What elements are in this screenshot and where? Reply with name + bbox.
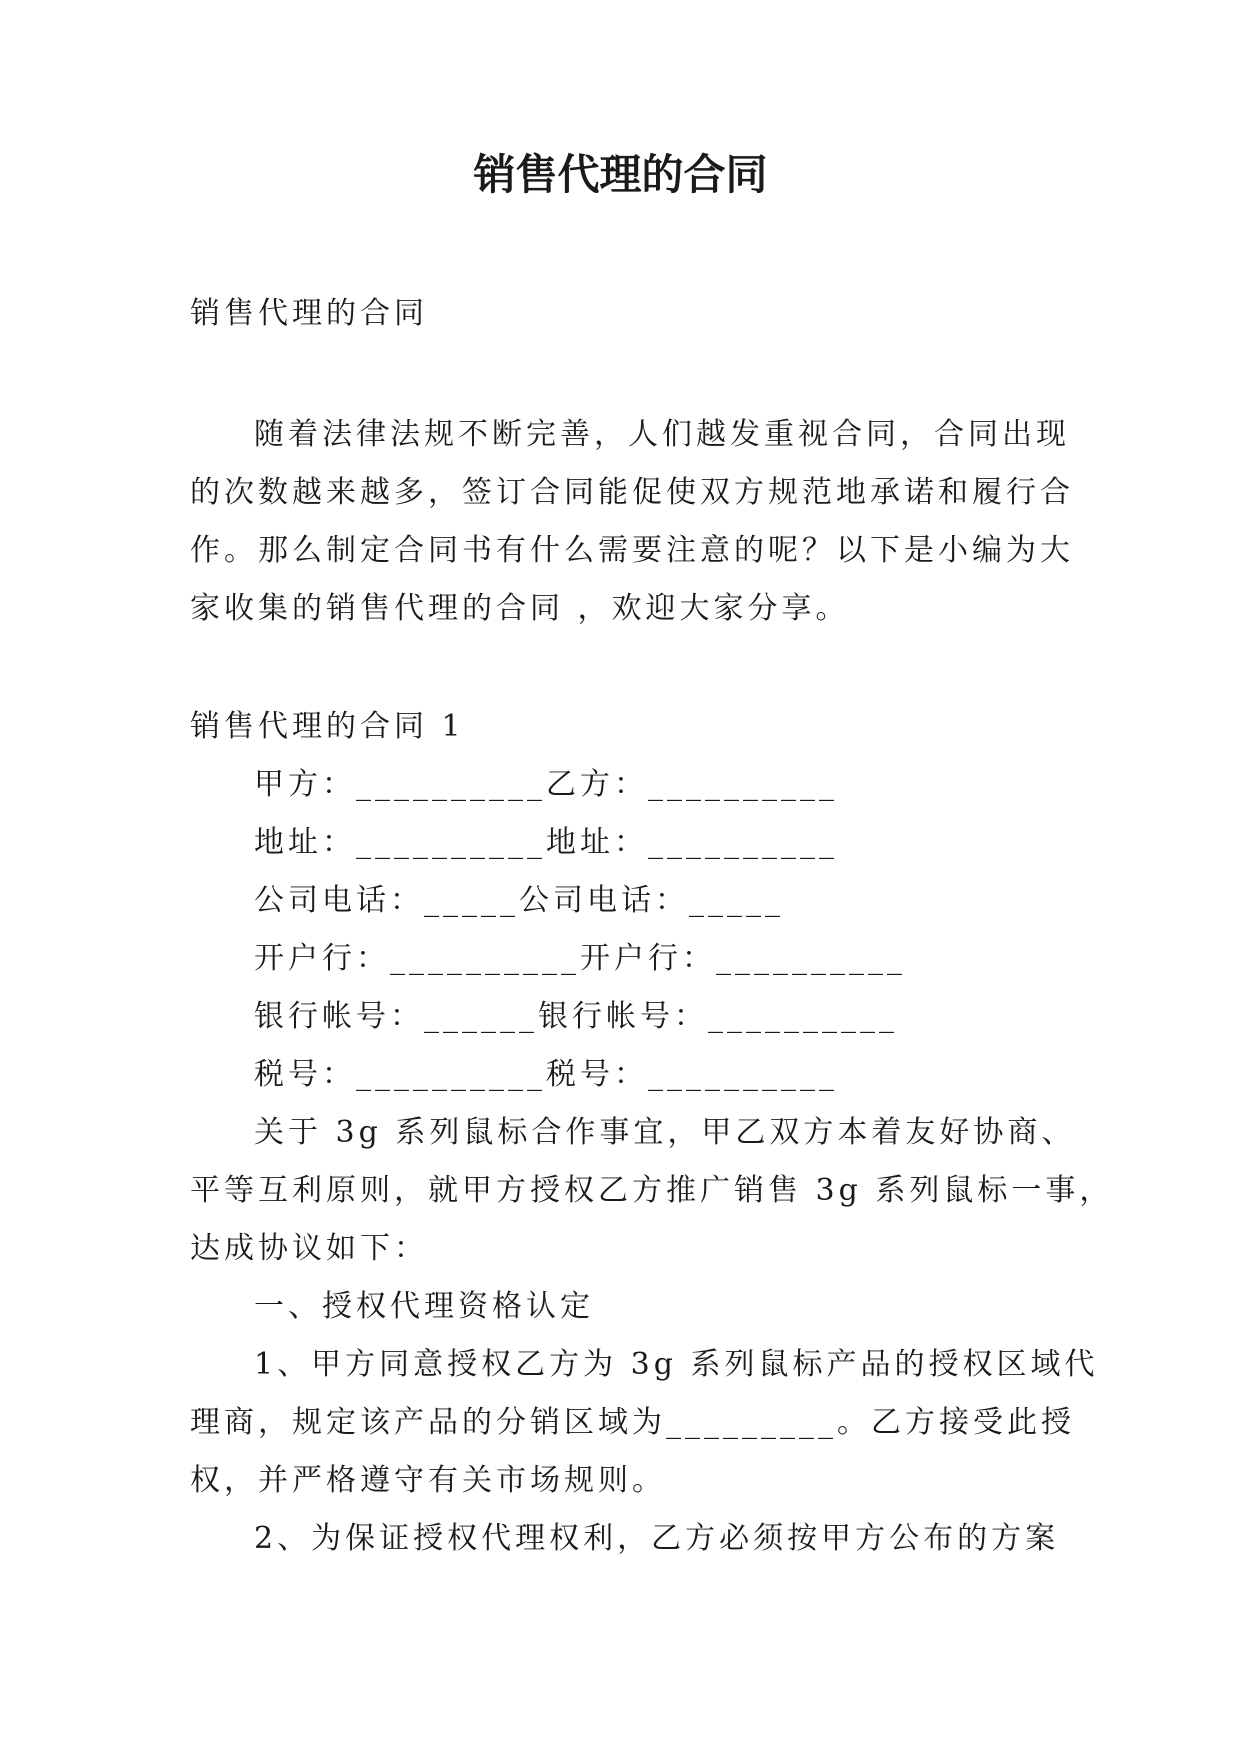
intro-paragraph <box>190 406 1074 638</box>
party-field-line: 公司电话：_____公司电话：_____ <box>254 883 784 918</box>
intro-line: 作。那么制定合同书有什么需要注意的呢？以下是小编为大 <box>190 533 1074 568</box>
contract-section <box>190 698 1114 1568</box>
contract-heading: 销售代理的合同 1 <box>190 709 465 744</box>
clause-1-line: 理商，规定该产品的分销区域为_________。乙方接受此授 <box>190 1405 1075 1440</box>
document-subtitle: 销售代理的合同 <box>190 296 428 331</box>
clause-2-line: 2、为保证授权代理权利，乙方必须按甲方公布的方案 <box>254 1521 1060 1556</box>
purpose-line: 达成协议如下： <box>190 1231 428 1266</box>
intro-line: 随着法律法规不断完善，人们越发重视合同，合同出现 <box>254 417 1070 452</box>
party-field-line: 银行帐号：______银行帐号：__________ <box>254 999 898 1034</box>
intro-line: 家收集的销售代理的合同 ，欢迎大家分享。 <box>190 591 850 626</box>
clause-1-line: 1、甲方同意授权乙方为 3g 系列鼠标产品的授权区域代 <box>254 1347 1099 1382</box>
section-heading: 一、授权代理资格认定 <box>254 1289 594 1324</box>
intro-line: 的次数越来越多，签订合同能促使双方规范地承诺和履行合 <box>190 475 1074 510</box>
party-field-line: 甲方：__________乙方：__________ <box>254 767 838 802</box>
document-title: 销售代理的合同 <box>473 150 768 199</box>
purpose-line: 关于 3g 系列鼠标合作事宜，甲乙双方本着友好协商、 <box>254 1115 1076 1150</box>
party-field-line: 地址：__________地址：__________ <box>254 825 838 860</box>
purpose-line: 平等互利原则，就甲方授权乙方推广销售 3g 系列鼠标一事， <box>190 1173 1114 1208</box>
clause-1-line: 权，并严格遵守有关市场规则。 <box>190 1463 666 1498</box>
party-field-line: 开户行：__________开户行：__________ <box>254 941 906 976</box>
party-field-line: 税号：__________税号：__________ <box>254 1057 838 1092</box>
